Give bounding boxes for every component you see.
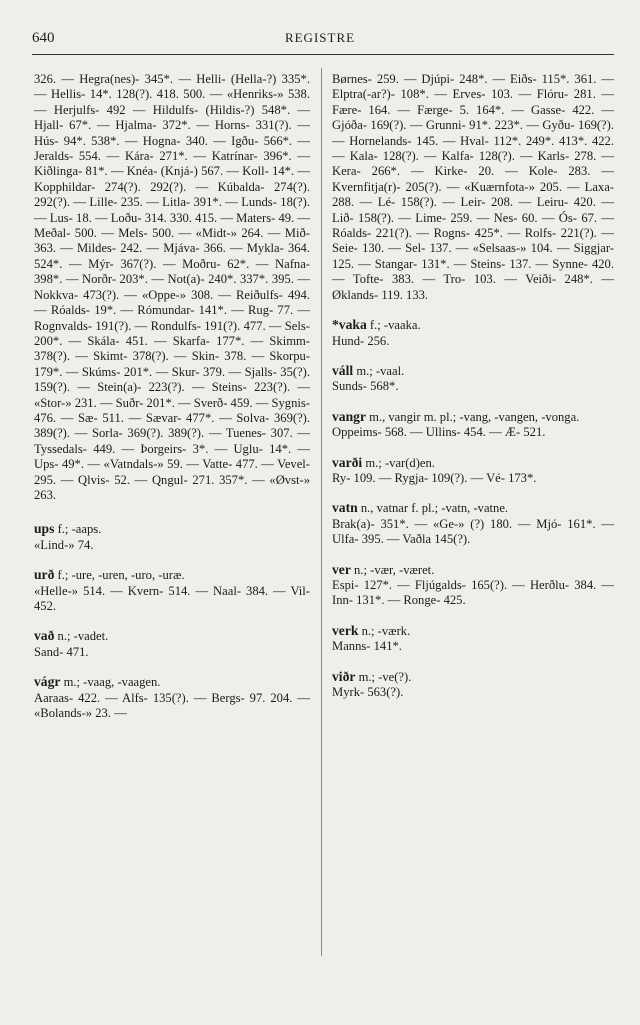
entry-body: «Helle-» 514. — Kvern- 514. — Naal- 384. — Vil- 452. <box>34 583 310 613</box>
index-entry <box>332 363 614 395</box>
index-entry <box>34 628 310 660</box>
entry-grammar: m.; -var(d)en. <box>365 455 435 470</box>
index-entry <box>332 409 614 441</box>
entry-body: Brak(a)- 351*. — «Ge-» (?) 180. — Mjó- 161*. — Ulfa- 395. — Vaðla 145(?). <box>332 516 614 547</box>
entry-grammar: m.; -vaal. <box>356 363 405 378</box>
entry-headword: viðr <box>332 668 356 684</box>
index-entry <box>34 521 310 553</box>
continued-entry-text: Børnes- 259. — Djúpi- 248*. — Eiðs- 115*. 361. — Elptra(-ar?)- 108*. — Erves- 103. — Flóru- 281. — Fære- 164. — Færge- 5. 164*. — Gasse- 422. — Gjóða- 169(?). — Grunni- 91*. 223*. — Gyðu- 169(?). — Hornelands- 145. — Hval- 112*. 249*. 413*. 422. — Kala- 128(?). — Kalfa- 128(?). — Karls- 278. — Kera- 266*. — Kirke- 20. — Kole- 283. — Kvernfitja(r)- 205(?). — «Kuærnfota-» 205. — Laxa- 288. — Lé- 158(?). — Leir- 208. — Leiru- 420. — Lið- 158(?). — Lime- 259. — Nes- 60. — Ós- 67. — Róalds- 221(?). — Rogns- 425*. — Rolfs- 221(?). — Seie- 130. — Sel- 137. — «Selsaas-» 104. — Siggjar- 125. — Stangar- 131*. — Steins- 137. — Synne- 420. — Tofte- 383. — Tro- 103. — Veiði- 248*. — Øklands- 119. 133. <box>332 72 614 302</box>
entry-grammar: n.; -værk. <box>361 623 411 638</box>
running-head: REGISTRE <box>284 30 356 45</box>
left-column <box>34 72 310 721</box>
entry-grammar: f.; -ure, -uren, -uro, -uræ. <box>57 568 185 583</box>
entry-body: Myrk- 563(?). <box>332 685 404 699</box>
entry-headword: varði <box>332 454 363 470</box>
column-divider <box>321 68 322 956</box>
index-entry <box>332 562 614 609</box>
entry-headword: ver <box>332 561 351 577</box>
entry-headword: vágr <box>34 674 61 690</box>
entry-grammar: n., vatnar f. pl.; -vatn, -vatne. <box>360 501 509 516</box>
entry-headword: vað <box>34 628 55 644</box>
page-number: 640 <box>32 30 55 46</box>
right-column <box>332 72 614 700</box>
header-rule <box>32 54 614 55</box>
entry-body: Aaraas- 422. — Alfs- 135(?). — Bergs- 97. 204. — «Bolands-» 23. — <box>34 690 310 721</box>
entry-grammar: n.; -vadet. <box>57 629 109 644</box>
index-entry <box>332 500 614 547</box>
entry-body: Sunds- 568*. <box>332 379 399 394</box>
index-entry <box>34 674 310 721</box>
index-entry <box>332 317 614 349</box>
entry-headword: urð <box>34 567 55 583</box>
index-entry <box>332 669 614 701</box>
entry-body: «Lind-» 74. <box>34 537 94 552</box>
entry-grammar: m., vangir m. pl.; -vang, -vangen, -vonga. <box>369 409 580 424</box>
entry-headword: vatn <box>332 500 358 516</box>
index-entry <box>34 567 310 614</box>
entry-body: Espi- 127*. — Fljúgalds- 165(?). — Herðlu- 384. — Inn- 131*. — Ronge- 425. <box>332 577 614 608</box>
index-entry <box>332 455 614 487</box>
entry-body: Manns- 141*. <box>332 639 402 654</box>
entry-headword: váll <box>332 362 354 378</box>
entry-grammar: m.; -ve(?). <box>358 669 412 684</box>
entry-grammar: f.; -aaps. <box>57 522 102 537</box>
entry-grammar: m.; -vaag, -vaagen. <box>63 675 161 690</box>
entry-grammar: n.; -vær, -været. <box>354 562 435 577</box>
index-entry <box>332 623 614 655</box>
continued-entry-text: 326. — Hegra(nes)- 345*. — Helli- (Hella-?) 335*. — Hellis- 14*. 128(?). 418. 500. — «Henriks-» 538. — Herjulfs- 492 — Hildulfs- (Hildis-?) 548*. — Hjall- 67*. — Hjalma- 372*. — Horns- 331(?). — Hús- 94*. 538*. — Hogna- 340. — Igðu- 566*. — Jeralds- 554. — Kára- 271*. — Katrínar- 396*. — Kiðlinga- 81*. — Knéa- (Knjá-) 567. — Koll- 14*. — Kopphildar- 274(?). 292(?). — Kúbalda- 274(?). 292(?). — Lille- 235. — Litla- 391*. — Lunds- 18(?). — Lus- 18. — Loðu- 314. 330. 415. — Maters- 49. — Meðal- 500. — Mels- 500. — «Midt-» 264. — Mið- 363. — Mildes- 242. — Mjáva- 366. — Mykla- 364. 524*. — Mýr- 367(?). — Moðru- 62*. — Nafna- 398*. — Norðr- 203*. — Not(a)- 240*. 337*. 395. — Nokkva- 473(?). — «Oppe-» 308. — Reiðulfs- 494. — Róalds- 19*. — Rómundar- 141*. — Rug- 77. — Rognvalds- 191(?). — Rondulfs- 191(?). 477. — Sels- 200*. — Skála- 451. — Skarfa- 177*. — Skimm- 378(?). — Skimt- 378(?). — Skin- 378. — Skorpu- 179*. — Skúms- 201*. — Skur- 379. — Sjalls- 35(?). 159(?). — Stein(a)- 223(?). — Steins- 223(?). — «Stor-» 231. — Suðr- 201*. — Sverð- 459. — Sygnis- 476. — Sæ- 511. — Sævar- 477*. — Solva- 369(?). 389(?). — Sorla- 369(?). 389(?). — Tuenes- 307. — Tyssedals- 449. — Þorgeirs- 3*. — Uglu- 14*. — Ups- 49*. — «Vatndals-» 59. — Vatte- 477. — Vevel- 295. — Qlvis- 52. — Qngul- 271. 357*. — «Øvst-» 263. <box>34 72 310 502</box>
entry-grammar: f.; -vaaka. <box>369 318 421 333</box>
entry-body: Oppeims- 568. — Ullins- 454. — Æ- 521. <box>332 425 546 440</box>
entry-body: Ry- 109. — Rygja- 109(?). — Vé- 173*. <box>332 470 537 485</box>
entry-body: Hund- 256. <box>332 333 390 348</box>
entry-headword: verk <box>332 622 359 638</box>
page-header <box>0 30 640 52</box>
entry-body: Sand- 471. <box>34 644 89 659</box>
entry-headword: *vaka <box>332 317 367 333</box>
entry-headword: ups <box>34 521 55 537</box>
entry-headword: vangr <box>332 408 366 424</box>
